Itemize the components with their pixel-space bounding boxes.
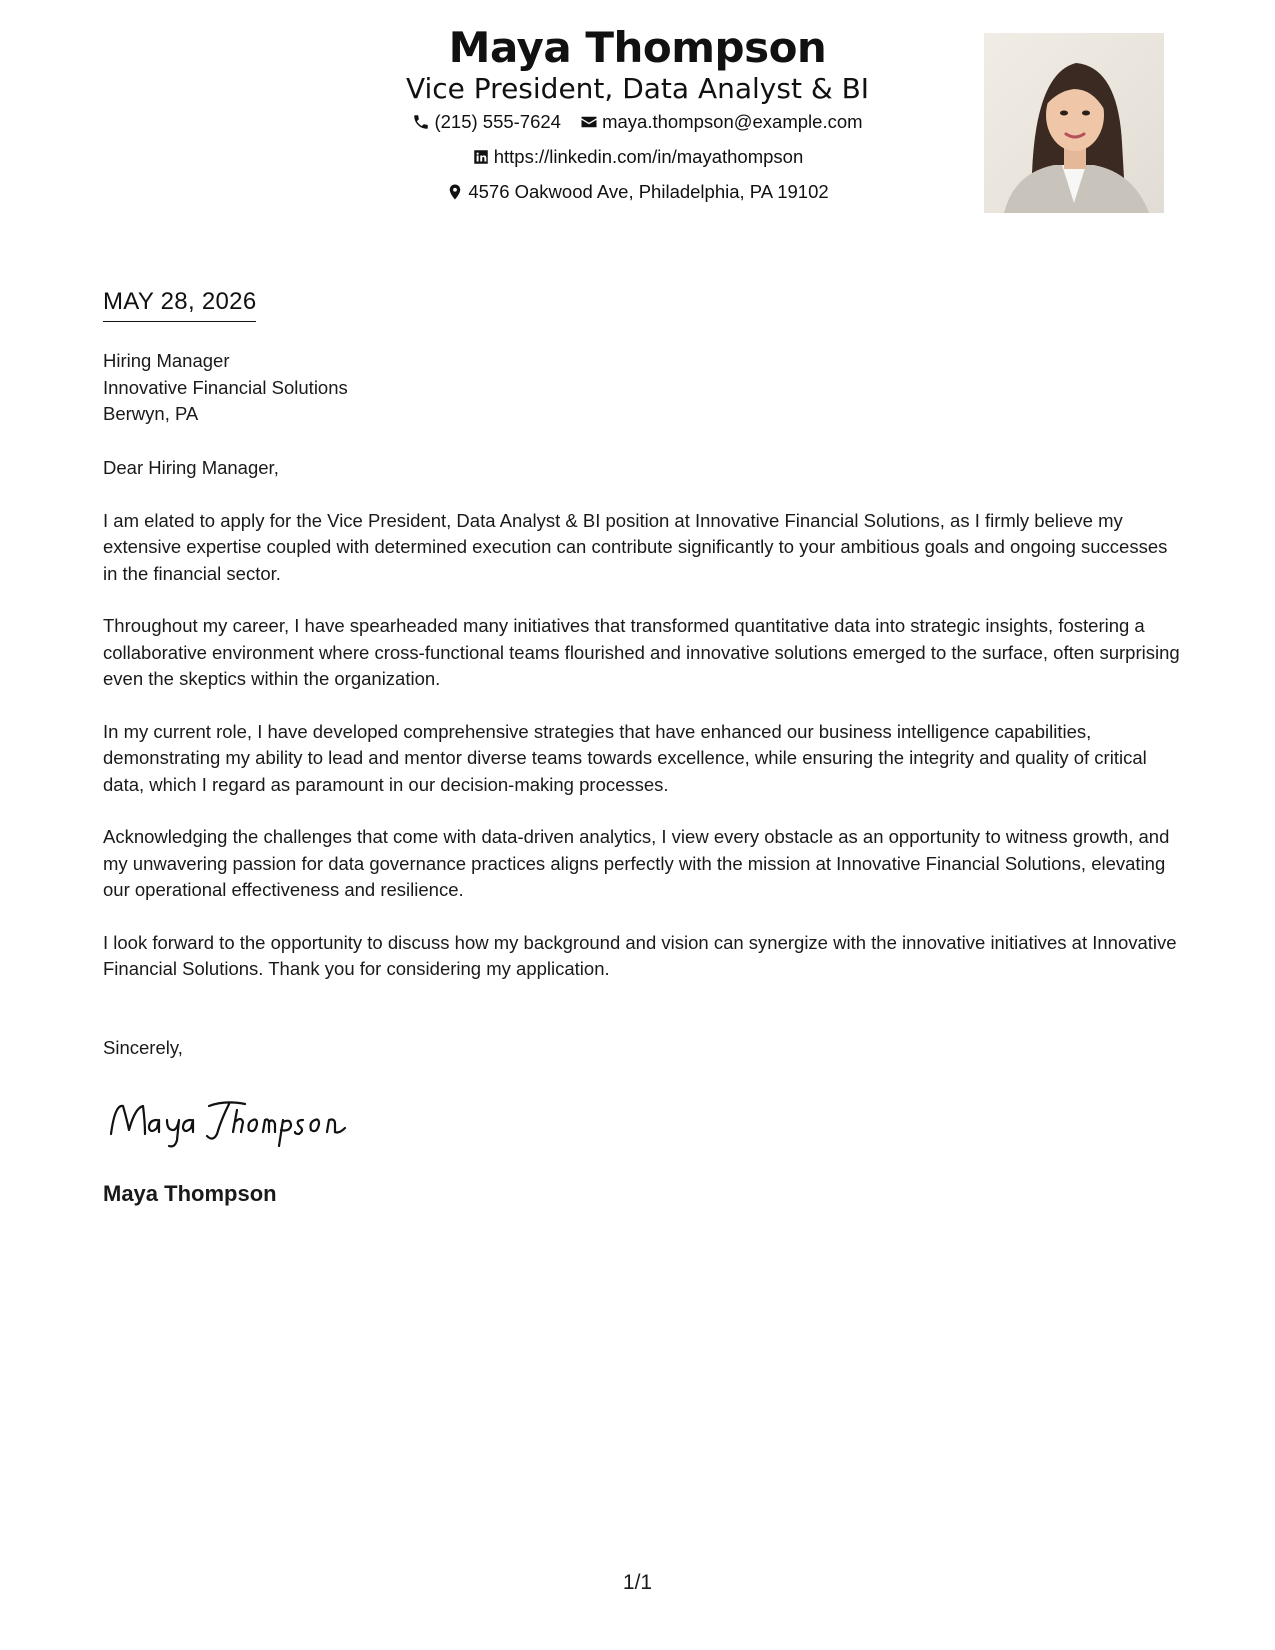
email-contact bbox=[580, 106, 862, 138]
body-paragraph: In my current role, I have developed comprehensive strategies that have enhanced our business intelligence capabilities, demonstrating my ability to lead and mentor diverse teams towards excellence, while ensuring the integrity and quality of critical data, which I regard as paramount in our decision-making processes. bbox=[103, 720, 1147, 795]
address-contact bbox=[446, 176, 828, 208]
letter-body bbox=[103, 455, 1183, 1009]
body-paragraph: Throughout my career, I have spearheaded many initiatives that transformed quantitative data into strategic insights, fostering a collaborative environment where cross-functional teams flourished and innovative solutions emerged to the surface, often surprising even the skeptics within the organization. bbox=[103, 615, 1180, 689]
map-pin-icon bbox=[446, 183, 464, 201]
recipient-company: Innovative Financial Solutions bbox=[103, 376, 348, 398]
applicant-name: Maya Thompson bbox=[448, 23, 827, 72]
letter-date: MAY 28, 2026 bbox=[103, 288, 256, 322]
phone-icon bbox=[412, 113, 430, 131]
body-paragraph: I look forward to the opportunity to discuss how my background and vision can synergize with the innovative initiatives at Innovative Financial Solutions. Thank you for considering my application. bbox=[103, 931, 1177, 979]
mailing-address: 4576 Oakwood Ave, Philadelphia, PA 19102 bbox=[468, 181, 829, 202]
phone-number: (215) 555-7624 bbox=[434, 111, 561, 132]
recipient-block bbox=[103, 348, 348, 428]
email-address: maya.thompson@example.com bbox=[602, 111, 863, 132]
body-paragraph: I am elated to apply for the Vice President, Data Analyst & BI position at Innovative Financial Solutions, as I firmly believe my extensive expertise coupled with determined execution can contribute significantly to your ambitious goals and ongoing successes in the financial sector. bbox=[103, 509, 1168, 584]
body-paragraph: Acknowledging the challenges that come with data-driven analytics, I view every obstacle as an opportunity to witness growth, and my unwavering passion for data governance practices aligns perfectly with the mission at Innovative Financial Solutions, elevating our operational effectiveness and resilience. bbox=[103, 826, 1170, 900]
salutation: Dear Hiring Manager, bbox=[103, 457, 279, 478]
signer-name: Maya Thompson bbox=[103, 1181, 277, 1206]
page-number: 1/1 bbox=[622, 1571, 653, 1594]
envelope-icon bbox=[580, 113, 598, 131]
linkedin-url: https://linkedin.com/in/mayathompson bbox=[493, 146, 804, 167]
recipient-title: Hiring Manager bbox=[103, 350, 230, 371]
applicant-title: Vice President, Data Analyst & BI bbox=[405, 72, 870, 105]
closing: Sincerely, bbox=[103, 1037, 183, 1058]
linkedin-icon bbox=[472, 148, 490, 166]
linkedin-contact bbox=[472, 141, 804, 173]
handwritten-signature bbox=[105, 1090, 365, 1150]
profile-photo bbox=[984, 33, 1164, 213]
recipient-location: Berwyn, PA bbox=[103, 403, 199, 424]
phone-contact bbox=[412, 106, 561, 138]
